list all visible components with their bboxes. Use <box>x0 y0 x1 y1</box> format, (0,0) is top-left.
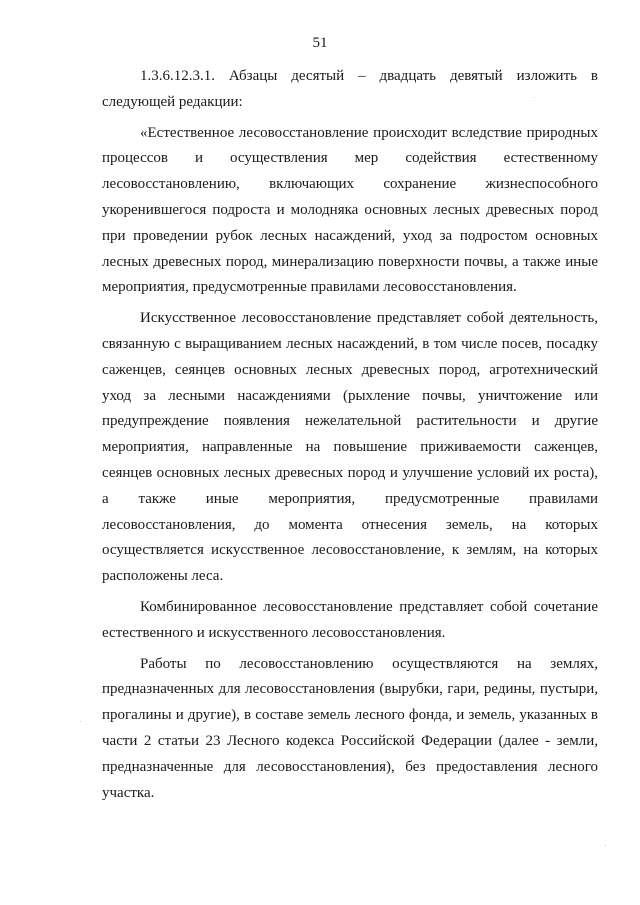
paragraph-combined-reforestation: Комбинированное лесовосстановление представляет собой сочетание естественного и искусственного лесовосстановления. <box>102 598 598 641</box>
scan-speck <box>605 845 606 846</box>
paragraph-artificial-reforestation: Искусственное лесовосстановление представляет собой деятельность, связанную с выращиванием лесных насаждений, в том числе посев, посадку саженцев, сеянцев основных лесных древесных пород, агротехнический уход за лесными насаждениями (рыхление почвы, уничтожение или предупреждение появления нежелательной растительности и другие мероприятия, направленные на повышение приживаемости саженцев, сеянцев основных лесных древесных пород и улучшение условий их роста), а также иные мероприятия, предусмотренные правилами лесовосстановления, до момента отнесения земель, на которых осуществляется искусственное лесовосстановление, к землям, на которых расположены леса. <box>102 310 598 585</box>
paragraph-natural-reforestation: «Естественное лесовосстановление происходит вследствие природных процессов и осуществления мер содействия естественному лесовосстановлению, включающих сохранение жизнеспособного укоренившегося подроста и молодняка основных лесных древесных пород при проведении рубок лесных насаждений, уход за подростом основных лесных древесных пород, минерализацию поверхности почвы, а также иные мероприятия, предусмотренные правилами лесовосстановления. <box>102 124 598 296</box>
document-body <box>102 64 598 811</box>
paragraph-reforestation-works: Работы по лесовосстановлению осуществляются на землях, предназначенных для лесовосстановления (вырубки, гари, редины, пустыри, прогалины и другие), в составе земель лесного фонда, и земель, указанных в части 2 статьи 23 Лесного кодекса Российской Федерации (далее - земли, предназначенные для лесовосстановления), без предоставления лесного участка. <box>102 655 598 801</box>
scan-speck <box>534 97 535 98</box>
scan-speck <box>80 721 81 722</box>
page-number: 51 <box>312 35 328 51</box>
paragraph-amendment-intro: 1.3.6.12.3.1. Абзацы десятый – двадцать девятый изложить в следующей редакции: <box>102 68 598 110</box>
